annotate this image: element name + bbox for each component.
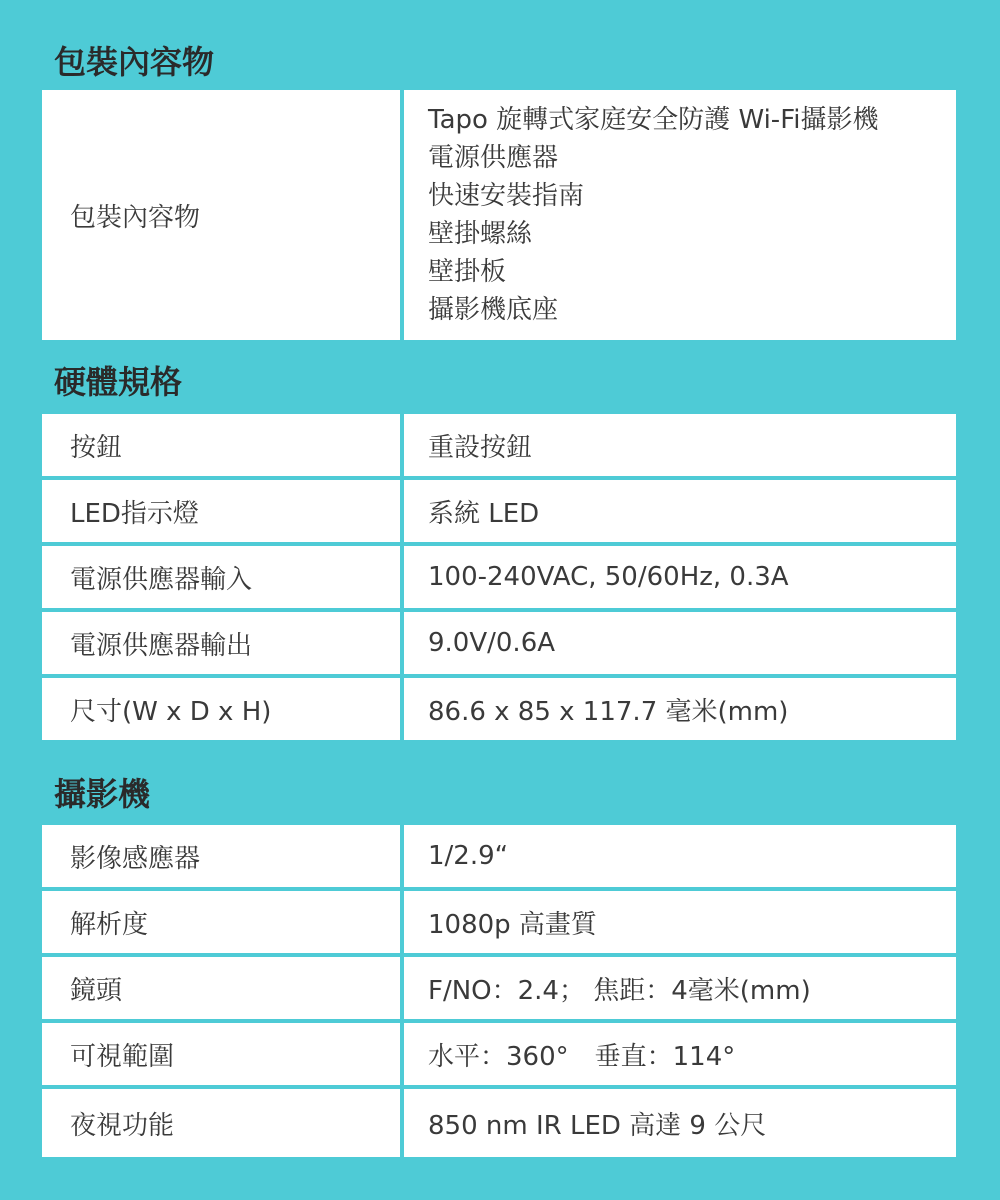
row-value: 850 nm IR LED 高達 9 公尺 — [400, 1089, 956, 1157]
list-item: 壁掛螺絲 — [428, 219, 533, 249]
table-row — [42, 612, 956, 678]
row-key: 可視範圍 — [42, 1023, 400, 1089]
row-value: 水平：360° 垂直：114° — [400, 1023, 956, 1089]
table-row — [42, 546, 956, 612]
table-row — [42, 1023, 956, 1089]
list-item: 電源供應器 — [428, 143, 559, 173]
row-key: 影像感應器 — [42, 825, 400, 891]
hardware-spec-table — [42, 414, 956, 740]
list-item: Tapo 旋轉式家庭安全防護 Wi-Fi攝影機 — [428, 105, 879, 135]
row-key: 夜視功能 — [42, 1089, 400, 1157]
table-row — [42, 825, 956, 891]
list-item: 快速安裝指南 — [428, 181, 585, 211]
table-row — [42, 678, 956, 740]
section-title-camera: 攝影機 — [54, 775, 151, 813]
row-key: 尺寸(W x D x H) — [42, 678, 400, 740]
row-value: 100-240VAC, 50/60Hz, 0.3A — [400, 546, 956, 612]
row-value: 1080p 高畫質 — [400, 891, 956, 957]
section-title-hardware: 硬體規格 — [54, 363, 183, 401]
table-row — [42, 414, 956, 480]
row-key: 電源供應器輸出 — [42, 612, 400, 678]
row-key: 解析度 — [42, 891, 400, 957]
package-items-cell — [400, 90, 956, 340]
section-title-package: 包裝內容物 — [54, 43, 215, 81]
list-item: 壁掛板 — [428, 257, 507, 287]
package-contents-table — [42, 90, 956, 340]
list-item: 攝影機底座 — [428, 295, 559, 325]
row-key: 電源供應器輸入 — [42, 546, 400, 612]
table-row — [42, 480, 956, 546]
table-row — [42, 90, 956, 340]
row-key: 包裝內容物 — [42, 90, 400, 340]
row-value: 系統 LED — [400, 480, 956, 546]
row-key: LED指示燈 — [42, 480, 400, 546]
row-key: 鏡頭 — [42, 957, 400, 1023]
table-row — [42, 891, 956, 957]
table-row — [42, 1089, 956, 1157]
row-value: 86.6 x 85 x 117.7 毫米(mm) — [400, 678, 956, 740]
camera-spec-table — [42, 825, 956, 1157]
table-row — [42, 957, 956, 1023]
row-value: 重設按鈕 — [400, 414, 956, 480]
row-value: 9.0V/0.6A — [400, 612, 956, 678]
row-key: 按鈕 — [42, 414, 400, 480]
row-value: F/NO：2.4； 焦距：4毫米(mm) — [400, 957, 956, 1023]
row-value: 1/2.9“ — [400, 825, 956, 891]
